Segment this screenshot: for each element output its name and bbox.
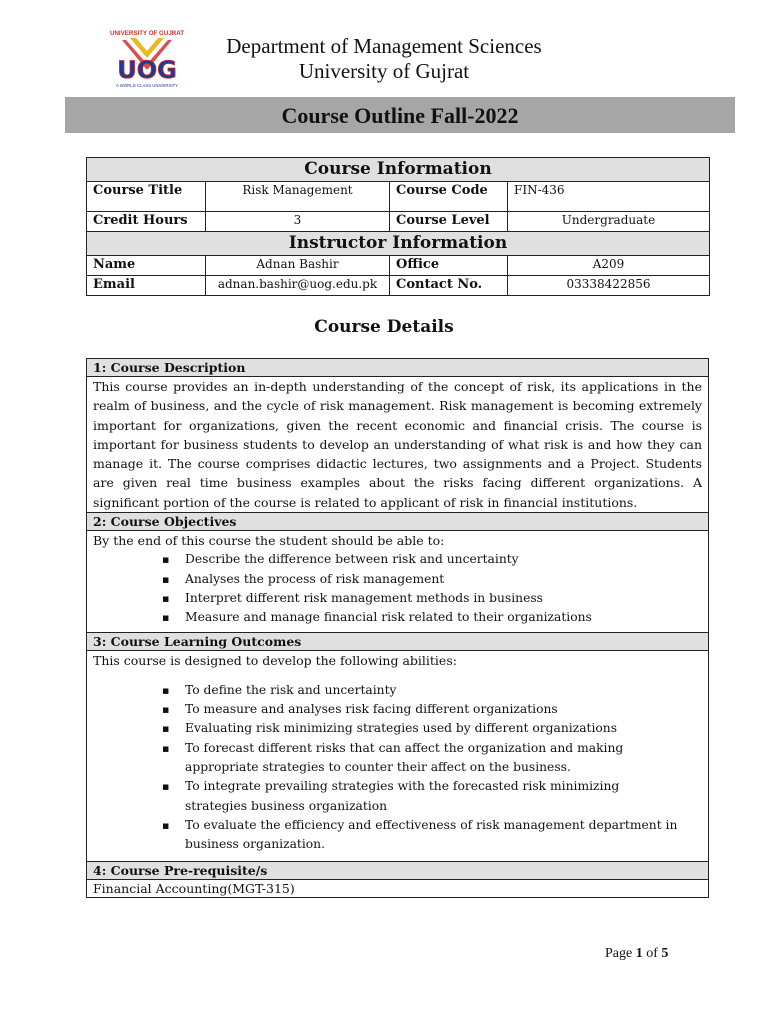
course-information-heading: Course Information [87,158,710,182]
list-item: ▪ To measure and analyses risk facing different organizations [185,700,682,719]
header-titles [0,34,768,84]
university-name: University of Gujrat [298,59,470,83]
list-item: ▪ To evaluate the efficiency and effectiveness of risk management department in business organization. [185,816,682,855]
outcomes-list [93,681,702,855]
list-item: ▪ To forecast different risks that can affect the organization and making appropriate strategies to counter their affect on the business. [185,739,682,778]
course-code-value: FIN-436 [508,182,710,212]
course-level-value: Undergraduate [508,212,710,232]
outcomes-body [87,650,709,861]
course-title-label: Course Title [87,182,206,212]
outcomes-intro: This course is designed to develop the following abilities: [93,652,457,668]
credit-hours-label: Credit Hours [87,212,206,232]
course-details-table [86,358,709,898]
list-item: ▪ Describe the difference between risk and uncertainty [185,550,702,569]
course-title-value: Risk Management [206,182,390,212]
list-item: ▪ Interpret different risk management methods in business [185,589,702,608]
course-code-label: Course Code [390,182,508,212]
current-page: 1 [635,946,643,961]
course-details-title: Course Details [314,317,454,337]
logo-tagline: A WORLD CLASS UNIVERSITY [115,83,179,88]
contact-label: Contact No. [390,276,508,296]
description-text: This course provides an in-depth understanding of the concept of risk, its applications in the realm of business, and the cycle of risk management. Risk management is becoming extremely important for organizations, given the recent economic and financial crisis. The course is important for business students to develop an understanding of what risk is and how they can manage it. The course comprises didactic lectures, two assignments and a Project. Students are given real time business examples about the risks facing different organizations. A significant portion of the course is related to applicant of risk in financial institutions. [87,377,709,513]
list-item: ▪ Analyses the process of risk management [185,570,702,589]
description-heading: 1: Course Description [87,359,709,377]
credit-hours-value: 3 [206,212,390,232]
email-label: Email [87,276,206,296]
list-item: ▪ Measure and manage financial risk related to their organizations [185,608,702,627]
of-word: of [646,946,658,961]
total-pages: 5 [661,946,669,961]
department-name: Department of Management Sciences [226,34,542,58]
course-level-label: Course Level [390,212,508,232]
course-outline-title: Course Outline Fall-2022 [65,97,735,133]
contact-value: 03338422856 [508,276,710,296]
prerequisite-text: Financial Accounting(MGT-315) [87,879,709,897]
list-item: ▪ To integrate prevailing strategies with the forecasted risk minimizing strategies business organization [185,777,682,816]
office-label: Office [390,256,508,276]
page-number [605,946,668,962]
objectives-intro: By the end of this course the student should be able to: [93,533,445,549]
email-value: adnan.bashir@uog.edu.pk [206,276,390,296]
name-label: Name [87,256,206,276]
office-value: A209 [508,256,710,276]
prerequisite-heading: 4: Course Pre-requisite/s [87,861,709,879]
objectives-body [87,531,709,632]
course-information-table [86,157,710,296]
objectives-list [93,550,702,627]
outcomes-heading: 3: Course Learning Outcomes [87,632,709,650]
instructor-information-heading: Instructor Information [87,232,710,256]
name-value: Adnan Bashir [206,256,390,276]
list-item: ▪ Evaluating risk minimizing strategies used by different organizations [185,719,682,738]
objectives-heading: 2: Course Objectives [87,513,709,531]
logo-letters: UOG [117,56,177,84]
list-item: ▪ To define the risk and uncertainty [185,681,682,700]
page-word: Page [605,946,633,961]
logo-top-text: UNIVERSITY OF GUJRAT [109,30,185,37]
